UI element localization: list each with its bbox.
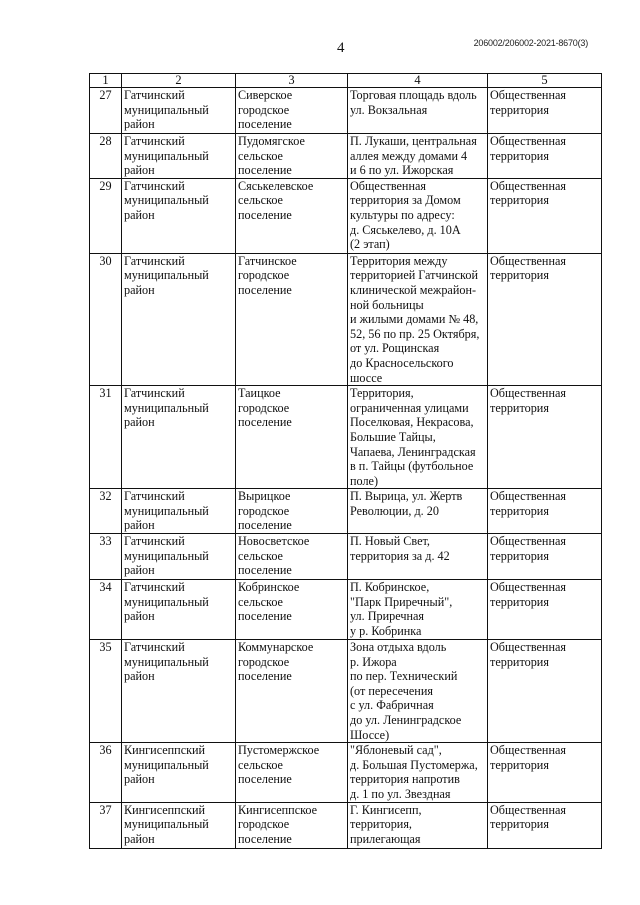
row-number: 29 bbox=[90, 178, 122, 253]
place-cell: Зона отдыха вдоль р. Ижора по пер. Технический (от пересечения с ул. Фабричная до ул. Ленинградское Шоссе) bbox=[348, 640, 488, 743]
district-cell: Гатчинский муниципальный район bbox=[122, 489, 236, 534]
row-number: 31 bbox=[90, 386, 122, 489]
table-row bbox=[90, 534, 602, 580]
header-row bbox=[90, 74, 602, 88]
row-number: 27 bbox=[90, 88, 122, 134]
place-cell: П. Лукаши, центральная аллея между домами 4 и 6 по ул. Ижорская bbox=[348, 134, 488, 179]
type-cell: Общественная территория bbox=[488, 534, 602, 580]
column-header: 2 bbox=[122, 74, 236, 88]
type-cell: Общественная территория bbox=[488, 743, 602, 802]
district-cell: Гатчинский муниципальный район bbox=[122, 580, 236, 640]
district-cell: Гатчинский муниципальный район bbox=[122, 386, 236, 489]
type-cell: Общественная территория bbox=[488, 489, 602, 534]
type-cell: Общественная территория bbox=[488, 88, 602, 134]
settlement-cell: Сиверское городское поселение bbox=[236, 88, 348, 134]
type-cell: Общественная территория bbox=[488, 640, 602, 743]
column-header: 4 bbox=[348, 74, 488, 88]
place-cell: П. Вырица, ул. Жертв Революции, д. 20 bbox=[348, 489, 488, 534]
settlement-cell: Вырицкое городское поселение bbox=[236, 489, 348, 534]
type-cell: Общественная территория bbox=[488, 134, 602, 179]
table-row bbox=[90, 386, 602, 489]
row-number: 34 bbox=[90, 580, 122, 640]
table-row bbox=[90, 489, 602, 534]
table-row bbox=[90, 580, 602, 640]
settlement-cell: Пустомержское сельское поселение bbox=[236, 743, 348, 802]
row-number: 30 bbox=[90, 253, 122, 385]
place-cell: Территория, ограниченная улицами Поселковая, Некрасова, Большие Тайцы, Чапаева, Ленинградская в п. Тайцы (футбольное поле) bbox=[348, 386, 488, 489]
row-number: 37 bbox=[90, 802, 122, 848]
district-cell: Кингисеппский муниципальный район bbox=[122, 802, 236, 848]
row-number: 32 bbox=[90, 489, 122, 534]
type-cell: Общественная территория bbox=[488, 580, 602, 640]
page-number: 4 bbox=[337, 40, 345, 56]
district-cell: Гатчинский муниципальный район bbox=[122, 534, 236, 580]
settlement-cell: Кингисеппское городское поселение bbox=[236, 802, 348, 848]
settlement-cell: Новосветское сельское поселение bbox=[236, 534, 348, 580]
row-number: 36 bbox=[90, 743, 122, 802]
type-cell: Общественная территория bbox=[488, 178, 602, 253]
settlement-cell: Сяськелевское сельское поселение bbox=[236, 178, 348, 253]
settlement-cell: Таицкое городское поселение bbox=[236, 386, 348, 489]
place-cell: Торговая площадь вдоль ул. Вокзальная bbox=[348, 88, 488, 134]
place-cell: Территория между территорией Гатчинской клинической межрайон- ной больницы и жилыми домами № 48, 52, 56 по пр. 25 Октября, от ул. Рощинская до Красносельского шоссе bbox=[348, 253, 488, 385]
place-cell: П. Кобринское, "Парк Приречный", ул. Приречная у р. Кобринка bbox=[348, 580, 488, 640]
type-cell: Общественная территория bbox=[488, 386, 602, 489]
row-number: 35 bbox=[90, 640, 122, 743]
place-cell: "Яблоневый сад", д. Большая Пустомержа, территория напротив д. 1 по ул. Звездная bbox=[348, 743, 488, 802]
district-cell: Гатчинский муниципальный район bbox=[122, 640, 236, 743]
table-row bbox=[90, 640, 602, 743]
settlement-cell: Гатчинское городское поселение bbox=[236, 253, 348, 385]
district-cell: Кингисеппский муниципальный район bbox=[122, 743, 236, 802]
table-row bbox=[90, 743, 602, 802]
territories-table bbox=[89, 73, 602, 849]
place-cell: П. Новый Свет, территория за д. 42 bbox=[348, 534, 488, 580]
district-cell: Гатчинский муниципальный район bbox=[122, 88, 236, 134]
table-row bbox=[90, 88, 602, 134]
column-header: 3 bbox=[236, 74, 348, 88]
table-row bbox=[90, 253, 602, 385]
row-number: 33 bbox=[90, 534, 122, 580]
district-cell: Гатчинский муниципальный район bbox=[122, 253, 236, 385]
table-row bbox=[90, 134, 602, 179]
place-cell: Общественная территория за Домом культуры по адресу: д. Сяськелево, д. 10А (2 этап) bbox=[348, 178, 488, 253]
type-cell: Общественная территория bbox=[488, 253, 602, 385]
settlement-cell: Пудомягское сельское поселение bbox=[236, 134, 348, 179]
table-row bbox=[90, 178, 602, 253]
district-cell: Гатчинский муниципальный район bbox=[122, 134, 236, 179]
place-cell: Г. Кингисепп, территория, прилегающая bbox=[348, 802, 488, 848]
settlement-cell: Коммунарское городское поселение bbox=[236, 640, 348, 743]
table-row bbox=[90, 802, 602, 848]
column-header: 5 bbox=[488, 74, 602, 88]
settlement-cell: Кобринское сельское поселение bbox=[236, 580, 348, 640]
column-header: 1 bbox=[90, 74, 122, 88]
type-cell: Общественная территория bbox=[488, 802, 602, 848]
document-code: 206002/206002-2021-8670(3) bbox=[473, 38, 588, 48]
row-number: 28 bbox=[90, 134, 122, 179]
district-cell: Гатчинский муниципальный район bbox=[122, 178, 236, 253]
